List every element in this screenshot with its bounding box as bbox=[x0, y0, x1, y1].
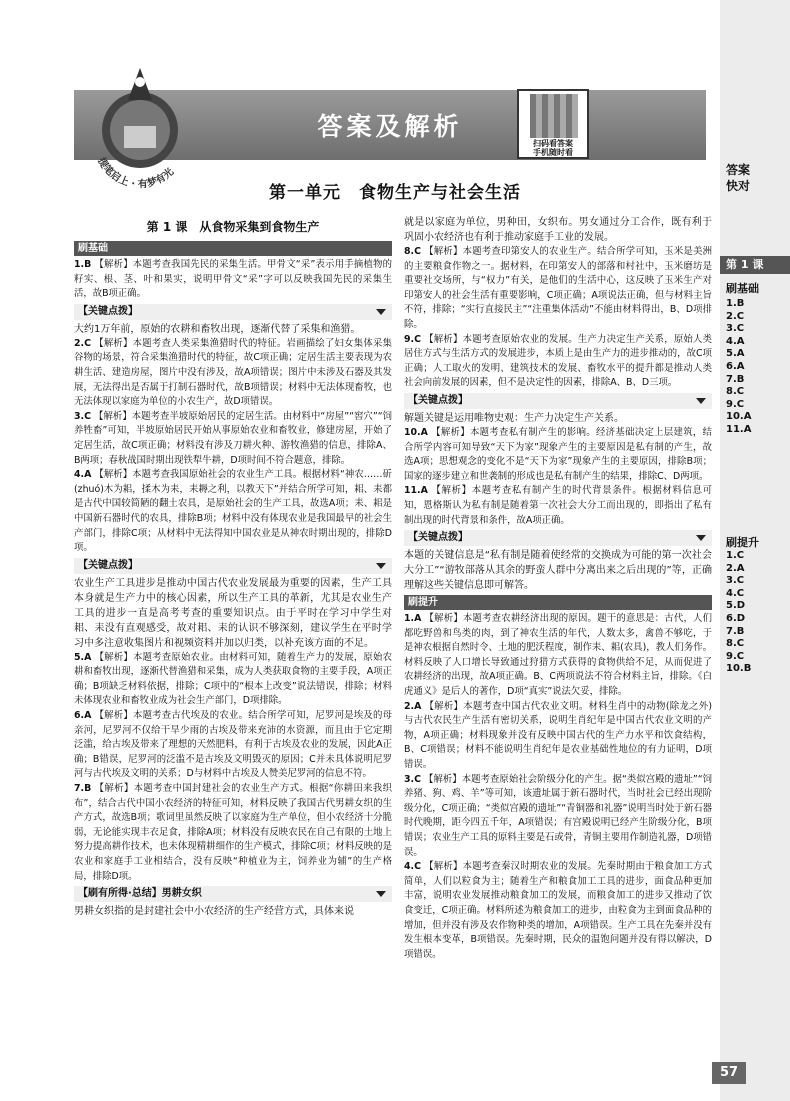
answer-item bbox=[74, 337, 392, 410]
qr-code-icon bbox=[530, 94, 578, 138]
answer-number: 1.A bbox=[404, 613, 422, 625]
answer-item bbox=[74, 651, 392, 709]
answer-item bbox=[404, 773, 712, 861]
answer-text: 【解析】本题考查私有制产生的时代背景条件。根据材料信息可知，恩格斯认为私有制是随着第一次社会大分工而出现的，即指出了私有制出现的时代背景和条件，故A项正确。 bbox=[404, 485, 712, 526]
sidebar-answer: 8.C bbox=[726, 386, 745, 398]
answer-number: 10.A bbox=[404, 426, 428, 438]
answer-item bbox=[74, 709, 392, 782]
answer-text: 【解析】本题考查印第安人的农业生产。结合所学可知，玉米是美洲的主要粮食作物之一。据材料，在印第安人的部落和村社中，玉米磨坊是重要社交场所，与“权力”有关，是他们的生活中心，这反映了玉米生产对印第安人的社会生活有重要影响，C项正确；A项说法正确，但与材料主旨不符，排除；“实行直接民主”“注重集体活动”不能由材料得出，B、D项排除。 bbox=[404, 246, 712, 330]
sidebar-answer: 6.D bbox=[726, 612, 746, 624]
answer-item bbox=[404, 245, 712, 333]
unit-title: 第一单元 食物生产与社会生活 bbox=[269, 183, 521, 203]
answer-number: 3.C bbox=[74, 410, 91, 422]
note-text: 大约1万年前，原始的农耕和畜牧出现，逐渐代替了采集和渔猎。 bbox=[74, 323, 361, 335]
answer-number: 4.A bbox=[74, 469, 92, 481]
lesson-title: 第 1 课 从食物采集到食物生产 bbox=[146, 220, 320, 234]
qr-code[interactable] bbox=[517, 89, 589, 159]
section-band: 刷提升 bbox=[404, 595, 712, 610]
key-tip-label: 【关键点拨】 bbox=[74, 558, 392, 574]
sidebar-answer: 11.A bbox=[726, 423, 752, 435]
answer-number: 4.C bbox=[404, 861, 421, 873]
sidebar-answer: 2.C bbox=[726, 310, 745, 322]
answer-item bbox=[404, 700, 712, 773]
sidebar-basic-label: 刷基础 bbox=[726, 282, 759, 295]
sidebar-answer: 1.C bbox=[726, 550, 745, 561]
mascot-text: 提笔启上 · 有梦有光 bbox=[95, 156, 177, 191]
answer-text: 【解析】本题考查原始农业的发展。生产力决定生产关系，原始人类居住方式与生活方式的发展进步，本质上是由生产力的进步推动的，故C项正确；人工取火的发明、建筑技术的发展、畜牧水平的提升都是推动人类社会向前发展的因素，但不是决定性的因素，排除A、B、D三项。 bbox=[404, 333, 712, 389]
answer-text: 【解析】本题考查私有制产生的影响。经济基础决定上层建筑，结合所学内容可知导致“天下为家”现象产生的主要原因是私有制的产生，故选A项；思想观念的变化不是“天下为家”现象产生的主要原因，排除B项；国家的逐步建立和世袭制的形成也是私有制产生的结果，排除C、D两项。 bbox=[404, 426, 712, 482]
answer-text: 【解析】本题考查我国原始社会的农业生产工具。根据材料“神农……斫(zhuó)木为耜，揉木为耒，耒耨之利，以教天下”并结合所学可知，耜、耒都是古代中国较简陋的翻土农具，是原始社会的生产工具，故选A项；耒、耜是中国新石器时代的农具，排除B项；材料中没有体现农业是我国最早的社会生产部门，排除C项；从材料中无法得知中国农业是从神农时期出现的，排除D项。 bbox=[74, 469, 392, 554]
answer-number: 9.C bbox=[404, 333, 421, 345]
note-text: 农业生产工具进步是推动中国古代农业发展最为重要的因素，生产工具本身就是生产力中的核心因素，所以生产工具的革新，尤其是农业生产工具的进步一直是高考考查的重要知识点。由于平时在学习中学生对耜、耒没有直观感受，故对耜、耒的认识不够深刻，建议学生在平时学习中多注意收集图片和视频资料并加以归类，以补充该方面的不足。 bbox=[74, 577, 392, 649]
sidebar-advance-answers bbox=[726, 550, 751, 676]
sidebar-answer: 9.C bbox=[726, 650, 745, 662]
section-band-basic: 刷基础 bbox=[74, 241, 392, 256]
sidebar-lesson-tag: 第 1 课 bbox=[720, 256, 790, 274]
page-number: 57 bbox=[712, 1062, 746, 1084]
qr-caption-line: 手机随时看 bbox=[533, 148, 573, 157]
answer-item bbox=[74, 258, 392, 302]
sidebar-answer: 3.C bbox=[726, 575, 745, 587]
key-tip-label: 【关键点拨】 bbox=[74, 304, 392, 320]
key-tip-label: 【刷有所得·总结】男耕女织 bbox=[74, 886, 392, 902]
sidebar-answer: 4.C bbox=[726, 587, 745, 599]
answer-item bbox=[74, 410, 392, 468]
right-column bbox=[404, 215, 712, 962]
page-title: 答案及解析 bbox=[317, 112, 463, 141]
answer-text: 【解析】本题考查我国先民的采集生活。甲骨文“采”表示用手摘植物的籽实、根、茎、叶和果实，说明甲骨文“采”字可以反映我国先民的采集生活，故B项正确。 bbox=[74, 259, 393, 300]
answer-number: 7.B bbox=[74, 783, 92, 795]
sidebar-answer: 1.B bbox=[726, 298, 745, 309]
answer-item bbox=[404, 484, 712, 528]
answer-item bbox=[74, 782, 392, 884]
key-tip-label: 【关键点拨】 bbox=[404, 530, 712, 546]
sidebar-answer: 10.A bbox=[726, 411, 752, 423]
sidebar-answer: 6.A bbox=[726, 360, 745, 372]
sidebar-answer: 2.A bbox=[726, 562, 745, 574]
sidebar-answer: 10.B bbox=[726, 663, 752, 675]
answer-number: 6.A bbox=[74, 710, 92, 722]
sidebar-answer: 5.D bbox=[726, 600, 746, 612]
answer-text: 【解析】本题考查秦汉时期农业的发展。先秦时期由于粮食加工方式简单，人们以粒食为主；随着生产和粮食加工工具的进步，面食品种更加丰富，说明农业发展推动粮食加工的发展，而粮食加工的进步又推动了饮食变迁，C项正确。材料所述为粮食加工的进步，由粒食为主到面食品种的增加，但并没有涉及农作物种类的增加，A项错误。生产工具在先秦并没有发生根本变革，B项错误。先秦时期，民众的温饱问题并没有得以解决，D项错误。 bbox=[404, 861, 712, 960]
answer-item bbox=[74, 468, 392, 556]
sidebar-answer: 4.A bbox=[726, 335, 745, 347]
answer-item bbox=[404, 333, 712, 391]
sidebar-answer: 3.C bbox=[726, 323, 745, 335]
answer-text: 【解析】本题考查中国古代农业文明。材料生肖中的动物(除龙之外)与古代农民生产生活有密切关系，说明生肖纪年是中国古代农业文明的产物，A项正确；材料现象并没有反映中国古代的生产力水平和饮食结构，B、C项错误；材料不能说明生肖纪年是农业基础性地位的有力证明，D项错误。 bbox=[404, 700, 712, 771]
answer-number: 5.A bbox=[74, 651, 92, 663]
answer-item bbox=[404, 426, 712, 484]
sidebar-answer: 7.B bbox=[726, 625, 745, 637]
note-text: 本题的关键信息是“私有制是随着使经常的交换成为可能的第一次社会大分工”“游牧部落从其余的野蛮人群中分离出来之后出现的”等，正确理解这些关键信息即可解答。 bbox=[404, 550, 712, 592]
answer-text: 【解析】本题考查人类采集渔猎时代的特征。岩画描绘了妇女集体采集谷物的场景，符合采集渔猎时代的特征，故C项正确；定居生活主要表现为农耕生活、建造房屋，图片中没有涉及，故A项错误；图片中未涉及石器及其发展，无法得出是否属于打制石器时代，故B项错误；材料中无法体现畜牧，也无法体现以家庭为单位的小农生产，故D项错误。 bbox=[74, 337, 392, 408]
left-column bbox=[74, 215, 392, 919]
answer-text: 【解析】本题考查半坡原始居民的定居生活。由材料中“房屋”“窖穴”“饲养牲畜”可知，半坡原始居民开始从事原始农业和畜牧业，修建房屋，开始了定居生活，故C项正确；材料没有涉及刀耕火种、游牧渔猎的信息，排除A、B两项；春秋战国时期出现铁犁牛耕，D项时间不符合题意，排除。 bbox=[74, 410, 392, 466]
answer-text: 【解析】本题考查原始社会阶级分化的产生。据“类似宫殿的遗址”“饲养猪、狗、鸡、羊”等可知，该遗址属于新石器时代，当时社会已经出现阶级分化，C项正确；“类似宫殿的遗址”“青铜器和礼器”说明当时处于新石器时代晚期，距今四五千年，A项错误；有宫殿说明已经产生阶级分化，B项错误；农业生产工具的原料主要是石或骨，青铜主要用作制造礼器，D项错误。 bbox=[404, 773, 713, 858]
qr-caption-line: 扫码看答案 bbox=[533, 139, 573, 148]
sidebar-advance-label: 刷提升 bbox=[726, 536, 759, 549]
sidebar-answer: 9.C bbox=[726, 398, 745, 410]
key-tip-label: 【关键点拨】 bbox=[404, 393, 712, 409]
answer-number: 2.C bbox=[74, 337, 91, 349]
sidebar-answer: 8.C bbox=[726, 638, 745, 650]
answer-text: 【解析】本题考查农耕经济出现的原因。题干的意思是：古代，人们都吃野兽和鸟类的肉，到了神农生活的年代，人数太多，禽兽不够吃，于是神农根据自然时令、土地的肥沃程度，制作耒、耜(农具)，教人们务作。材料反映了人口增长导致通过狩猎方式获得的食物供给不足，从而促进了农耕经济的出现，故A项正确。B、C两项说法不符合材料主旨，排除。《白虎通义》是后人的著作，D项“真实”说法欠妥，排除。 bbox=[404, 613, 712, 698]
answer-item bbox=[404, 860, 712, 962]
answer-number: 1.B bbox=[74, 259, 92, 270]
sidebar-basic-answers bbox=[726, 298, 751, 437]
note-text: 男耕女织指的是封建社会中小农经济的生产经营方式，具体来说 bbox=[74, 906, 354, 918]
answer-number: 8.C bbox=[404, 246, 421, 257]
sidebar-answer: 7.B bbox=[726, 373, 745, 385]
sidebar-answer: 5.A bbox=[726, 348, 745, 360]
sidebar-heading: 答案 快对 bbox=[726, 163, 751, 193]
note-text: 解题关键是运用唯物史观：生产力决定生产关系。 bbox=[404, 412, 624, 424]
answer-number: 11.A bbox=[404, 485, 428, 497]
answer-number: 2.A bbox=[404, 700, 422, 712]
note-text: 就是以家庭为单位，男种田，女织布。男女通过分工合作，既有利于巩固小农经济也有利于推动家庭手工业的发展。 bbox=[404, 217, 712, 243]
answer-text: 【解析】本题考查中国封建社会的农业生产方式。根据“你耕田来我织布”，结合古代中国小农经济的特征可知，材料反映了我国古代男耕女织的生产方式，故选B项；歌词里虽然反映了以家庭为生产单位，但小农经济十分脆弱，无论能实现丰衣足食，排除A项；材料没有反映农民在自己有限的土地上努力提高耕作技术，也未体现精耕细作的生产模式，排除C项；材料反映的是农业和家庭手工业相结合，没有反映“种植业为主，饲养业为辅”的生产格局，排除D项。 bbox=[74, 783, 392, 882]
answer-item bbox=[404, 612, 712, 700]
answer-number: 3.C bbox=[404, 773, 421, 785]
answer-text: 【解析】本题考查古代埃及的农业。结合所学可知，尼罗河是埃及的母亲河，尼罗河不仅给干旱少雨的古埃及带来充沛的水资源，而且由于它定期泛滥，给古埃及带来了理想的天然肥料，有利于古埃及农业的发展，因此A正确；B错误，尼罗河的泛滥不是古埃及文明毁灭的原因；C并未具体说明尼罗河与古代埃及文明的关系；D与材料中古埃及人赞美尼罗河的信息不符。 bbox=[74, 710, 392, 780]
answer-text: 【解析】本题考查原始农业。由材料可知，随着生产力的发展，原始农耕和畜牧出现，逐渐代替渔猎和采集，成为人类获取食物的主要手段，A项正确；B项缺乏材料依据，排除；C项中的“根本上改变”说法错误，排除；材料未体现农业和畜牧业成为社会生产部门，D项排除。 bbox=[74, 651, 392, 707]
